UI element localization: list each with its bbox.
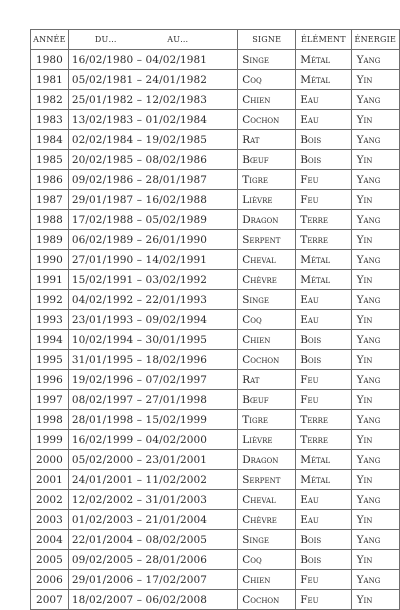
- element-cell: Terre: [296, 230, 351, 250]
- year-cell: 1983: [31, 110, 69, 130]
- table-row: [31, 190, 400, 210]
- table-row: [31, 470, 400, 490]
- date-range-cell: 16/02/1999 – 04/02/2000: [68, 430, 237, 450]
- table-row: [31, 230, 400, 250]
- table-row: [31, 590, 400, 610]
- sign-cell: Bœuf: [238, 390, 296, 410]
- date-range-cell: 29/01/2006 – 17/02/2007: [68, 570, 237, 590]
- element-cell: Métal: [296, 250, 351, 270]
- table-row: [31, 290, 400, 310]
- date-range-cell: 17/02/1988 – 05/02/1989: [68, 210, 237, 230]
- date-range-cell: 04/02/1992 – 22/01/1993: [68, 290, 237, 310]
- year-cell: 2007: [31, 590, 69, 610]
- date-range-cell: 01/02/2003 – 21/01/2004: [68, 510, 237, 530]
- element-cell: Feu: [296, 390, 351, 410]
- element-cell: Eau: [296, 290, 351, 310]
- energy-cell: Yin: [351, 230, 399, 250]
- table-row: [31, 170, 400, 190]
- year-cell: 1993: [31, 310, 69, 330]
- sign-cell: Chèvre: [238, 270, 296, 290]
- table-row: [31, 550, 400, 570]
- table-row: [31, 330, 400, 350]
- sign-cell: Cochon: [238, 590, 296, 610]
- date-range-cell: 24/01/2001 – 11/02/2002: [68, 470, 237, 490]
- table-row: [31, 110, 400, 130]
- sign-cell: Chien: [238, 330, 296, 350]
- energy-cell: Yin: [351, 470, 399, 490]
- date-range-cell: 27/01/1990 – 14/02/1991: [68, 250, 237, 270]
- year-cell: 1999: [31, 430, 69, 450]
- table-row: [31, 130, 400, 150]
- element-cell: Bois: [296, 350, 351, 370]
- element-cell: Bois: [296, 530, 351, 550]
- element-cell: Feu: [296, 370, 351, 390]
- sign-cell: Bœuf: [238, 150, 296, 170]
- energy-cell: Yang: [351, 290, 399, 310]
- year-cell: 1996: [31, 370, 69, 390]
- energy-cell: Yang: [351, 570, 399, 590]
- sign-cell: Serpent: [238, 470, 296, 490]
- header-year: ANNÉE: [31, 30, 69, 50]
- table-body: [31, 50, 400, 610]
- date-range-cell: 31/01/1995 – 18/02/1996: [68, 350, 237, 370]
- table-header: [31, 30, 400, 50]
- sign-cell: Coq: [238, 310, 296, 330]
- year-cell: 2001: [31, 470, 69, 490]
- year-cell: 1992: [31, 290, 69, 310]
- energy-cell: Yang: [351, 130, 399, 150]
- sign-cell: Coq: [238, 70, 296, 90]
- sign-cell: Serpent: [238, 230, 296, 250]
- header-element: ÉLÉMENT: [296, 30, 351, 50]
- sign-cell: Tigre: [238, 170, 296, 190]
- element-cell: Eau: [296, 510, 351, 530]
- table-row: [31, 150, 400, 170]
- year-cell: 1989: [31, 230, 69, 250]
- energy-cell: Yin: [351, 510, 399, 530]
- energy-cell: Yin: [351, 190, 399, 210]
- sign-cell: Cheval: [238, 250, 296, 270]
- sign-cell: Chèvre: [238, 510, 296, 530]
- energy-cell: Yin: [351, 550, 399, 570]
- table-row: [31, 430, 400, 450]
- element-cell: Feu: [296, 570, 351, 590]
- date-range-cell: 13/02/1983 – 01/02/1984: [68, 110, 237, 130]
- energy-cell: Yang: [351, 450, 399, 470]
- sign-cell: Chien: [238, 570, 296, 590]
- year-cell: 2005: [31, 550, 69, 570]
- energy-cell: Yang: [351, 210, 399, 230]
- energy-cell: Yang: [351, 410, 399, 430]
- element-cell: Eau: [296, 110, 351, 130]
- date-range-cell: 18/02/2007 – 06/02/2008: [68, 590, 237, 610]
- table-row: [31, 370, 400, 390]
- element-cell: Métal: [296, 270, 351, 290]
- year-cell: 1985: [31, 150, 69, 170]
- date-range-cell: 23/01/1993 – 09/02/1994: [68, 310, 237, 330]
- table-row: [31, 50, 400, 70]
- energy-cell: Yang: [351, 530, 399, 550]
- energy-cell: Yang: [351, 170, 399, 190]
- date-range-cell: 06/02/1989 – 26/01/1990: [68, 230, 237, 250]
- sign-cell: Cochon: [238, 350, 296, 370]
- table-row: [31, 570, 400, 590]
- energy-cell: Yin: [351, 310, 399, 330]
- table-row: [31, 310, 400, 330]
- header-energy: ÉNERGIE: [351, 30, 399, 50]
- energy-cell: Yang: [351, 90, 399, 110]
- year-cell: 1984: [31, 130, 69, 150]
- year-cell: 1998: [31, 410, 69, 430]
- year-cell: 1994: [31, 330, 69, 350]
- date-range-cell: 05/02/1981 – 24/01/1982: [68, 70, 237, 90]
- year-cell: 1986: [31, 170, 69, 190]
- date-range-cell: 09/02/1986 – 28/01/1987: [68, 170, 237, 190]
- energy-cell: Yin: [351, 430, 399, 450]
- element-cell: Eau: [296, 90, 351, 110]
- sign-cell: Chien: [238, 90, 296, 110]
- element-cell: Eau: [296, 490, 351, 510]
- sign-cell: Cochon: [238, 110, 296, 130]
- year-cell: 2002: [31, 490, 69, 510]
- year-cell: 1981: [31, 70, 69, 90]
- year-cell: 2006: [31, 570, 69, 590]
- table-row: [31, 450, 400, 470]
- table-row: [31, 70, 400, 90]
- sign-cell: Dragon: [238, 450, 296, 470]
- date-range-cell: 25/01/1982 – 12/02/1983: [68, 90, 237, 110]
- sign-cell: Singe: [238, 50, 296, 70]
- energy-cell: Yang: [351, 50, 399, 70]
- sign-cell: Rat: [238, 130, 296, 150]
- table-row: [31, 250, 400, 270]
- date-range-cell: 02/02/1984 – 19/02/1985: [68, 130, 237, 150]
- year-cell: 1990: [31, 250, 69, 270]
- energy-cell: Yin: [351, 590, 399, 610]
- element-cell: Feu: [296, 590, 351, 610]
- energy-cell: Yang: [351, 370, 399, 390]
- energy-cell: Yin: [351, 270, 399, 290]
- year-cell: 1988: [31, 210, 69, 230]
- energy-cell: Yin: [351, 70, 399, 90]
- table-row: [31, 530, 400, 550]
- date-range-cell: 10/02/1994 – 30/01/1995: [68, 330, 237, 350]
- energy-cell: Yang: [351, 330, 399, 350]
- header-du: DU…: [94, 35, 117, 44]
- year-cell: 2000: [31, 450, 69, 470]
- sign-cell: Dragon: [238, 210, 296, 230]
- header-dates: [68, 30, 237, 50]
- table-row: [31, 210, 400, 230]
- element-cell: Bois: [296, 550, 351, 570]
- date-range-cell: 08/02/1997 – 27/01/1998: [68, 390, 237, 410]
- element-cell: Métal: [296, 70, 351, 90]
- energy-cell: Yin: [351, 390, 399, 410]
- energy-cell: Yin: [351, 110, 399, 130]
- date-range-cell: 29/01/1987 – 16/02/1988: [68, 190, 237, 210]
- chinese-zodiac-table: [30, 29, 400, 610]
- date-range-cell: 19/02/1996 – 07/02/1997: [68, 370, 237, 390]
- table-row: [31, 510, 400, 530]
- sign-cell: Lièvre: [238, 430, 296, 450]
- element-cell: Métal: [296, 450, 351, 470]
- table-row: [31, 270, 400, 290]
- header-row: [31, 30, 400, 50]
- date-range-cell: 22/01/2004 – 08/02/2005: [68, 530, 237, 550]
- date-range-cell: 15/02/1991 – 03/02/1992: [68, 270, 237, 290]
- element-cell: Bois: [296, 130, 351, 150]
- energy-cell: Yang: [351, 490, 399, 510]
- energy-cell: Yang: [351, 250, 399, 270]
- element-cell: Métal: [296, 470, 351, 490]
- header-sign: SIGNE: [238, 30, 296, 50]
- element-cell: Feu: [296, 190, 351, 210]
- year-cell: 1980: [31, 50, 69, 70]
- year-cell: 2003: [31, 510, 69, 530]
- sign-cell: Tigre: [238, 410, 296, 430]
- table-row: [31, 90, 400, 110]
- energy-cell: Yin: [351, 150, 399, 170]
- element-cell: Eau: [296, 310, 351, 330]
- date-range-cell: 28/01/1998 – 15/02/1999: [68, 410, 237, 430]
- date-range-cell: 20/02/1985 – 08/02/1986: [68, 150, 237, 170]
- element-cell: Terre: [296, 210, 351, 230]
- year-cell: 1995: [31, 350, 69, 370]
- year-cell: 2004: [31, 530, 69, 550]
- header-au: AU…: [167, 35, 189, 44]
- sign-cell: Singe: [238, 530, 296, 550]
- element-cell: Bois: [296, 330, 351, 350]
- date-range-cell: 05/02/2000 – 23/01/2001: [68, 450, 237, 470]
- sign-cell: Lièvre: [238, 190, 296, 210]
- table-row: [31, 390, 400, 410]
- table-row: [31, 410, 400, 430]
- year-cell: 1982: [31, 90, 69, 110]
- year-cell: 1997: [31, 390, 69, 410]
- sign-cell: Coq: [238, 550, 296, 570]
- sign-cell: Singe: [238, 290, 296, 310]
- element-cell: Bois: [296, 150, 351, 170]
- energy-cell: Yin: [351, 350, 399, 370]
- element-cell: Terre: [296, 430, 351, 450]
- table-row: [31, 350, 400, 370]
- element-cell: Métal: [296, 50, 351, 70]
- year-cell: 1991: [31, 270, 69, 290]
- date-range-cell: 12/02/2002 – 31/01/2003: [68, 490, 237, 510]
- element-cell: Terre: [296, 410, 351, 430]
- date-range-cell: 09/02/2005 – 28/01/2006: [68, 550, 237, 570]
- sign-cell: Cheval: [238, 490, 296, 510]
- sign-cell: Rat: [238, 370, 296, 390]
- date-range-cell: 16/02/1980 – 04/02/1981: [68, 50, 237, 70]
- element-cell: Feu: [296, 170, 351, 190]
- table-row: [31, 490, 400, 510]
- year-cell: 1987: [31, 190, 69, 210]
